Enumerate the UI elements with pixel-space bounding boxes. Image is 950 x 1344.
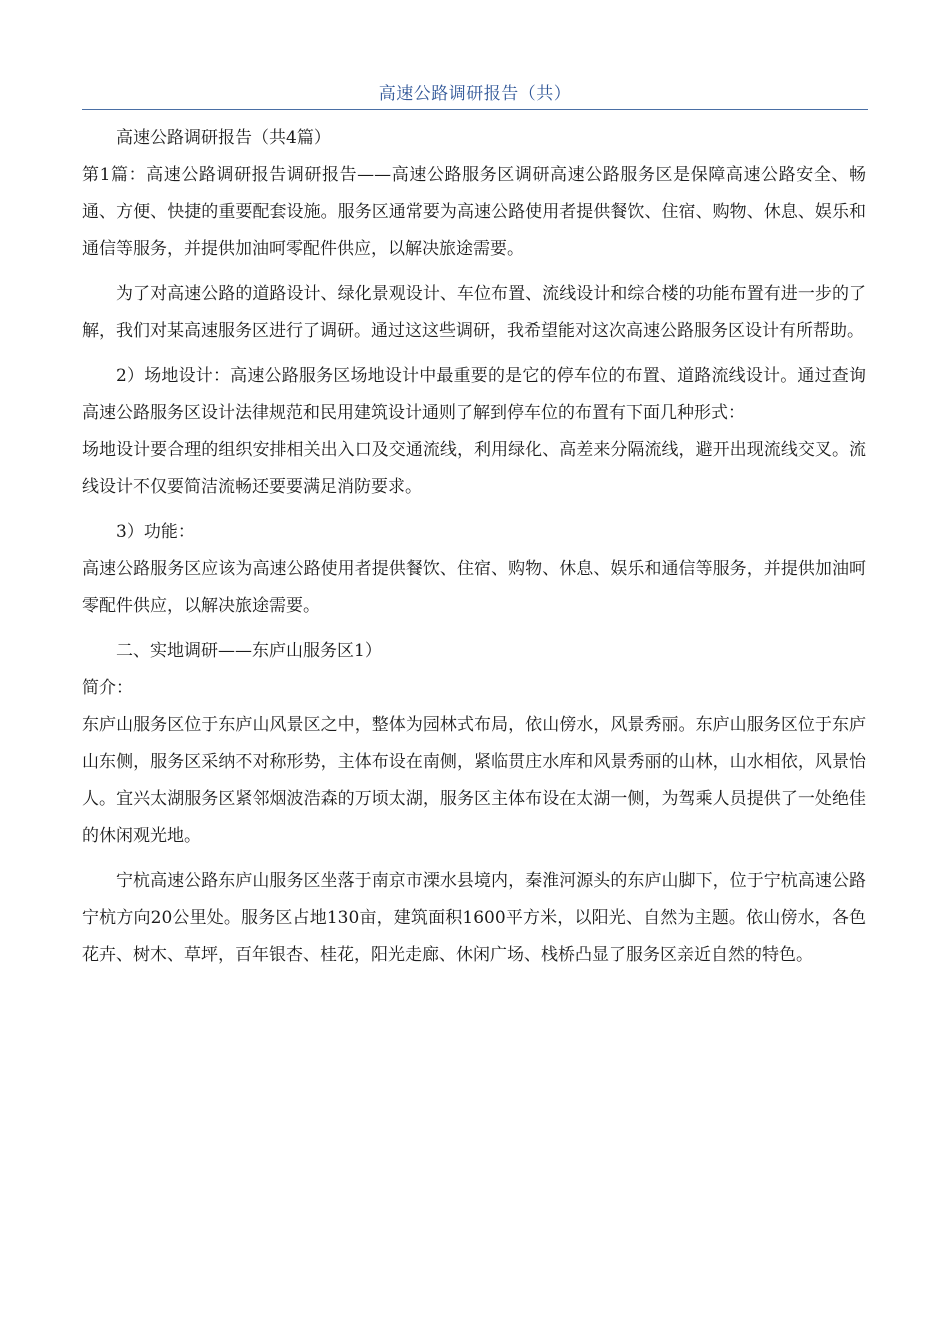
paragraph-intro: 第1篇：高速公路调研报告调研报告——高速公路服务区调研高速公路服务区是保障高速公路安全、畅通、方便、快捷的重要配套设施。服务区通常要为高速公路使用者提供餐饮、住宿、购物、休息、娱乐和通信等服务，并提供加油呵零配件供应，以解决旅途需要。 <box>82 165 866 259</box>
paragraph-function: 高速公路服务区应该为高速公路使用者提供餐饮、住宿、购物、休息、娱乐和通信等服务，并提供加油呵零配件供应，以解决旅途需要。 <box>82 559 866 616</box>
document-body <box>82 120 866 974</box>
page-title: 高速公路调研报告（共） <box>378 84 572 104</box>
heading-field-research: 二、实地调研——东庐山服务区1） <box>116 641 382 661</box>
paragraph-purpose: 为了对高速公路的道路设计、绿化景观设计、车位布置、流线设计和综合楼的功能布置有进一步的了解，我们对某高速服务区进行了调研。通过这这些调研，我希望能对这次高速公路服务区设计有所帮助。 <box>82 284 866 341</box>
report-subtitle: 高速公路调研报告（共4篇） <box>116 128 331 148</box>
heading-introduction: 简介： <box>82 678 133 698</box>
page-header <box>82 80 868 110</box>
paragraph-flow-design: 场地设计要合理的组织安排相关出入口及交通流线，利用绿化、高差来分隔流线，避开出现流线交叉。流线设计不仅要简洁流畅还要要满足消防要求。 <box>82 440 866 497</box>
paragraph-ninghang: 宁杭高速公路东庐山服务区坐落于南京市溧水县境内，秦淮河源头的东庐山脚下，位于宁杭高速公路宁杭方向20公里处。服务区占地130亩，建筑面积1600平方米，以阳光、自然为主题。依山傍水，各色花卉、树木、草坪，百年银杏、桂花，阳光走廊、休闲广场、栈桥凸显了服务区亲近自然的特色。 <box>82 871 866 965</box>
heading-function: 3）功能： <box>116 522 195 542</box>
paragraph-site-design: 2）场地设计：高速公路服务区场地设计中最重要的是它的停车位的布置、道路流线设计。通过查询高速公路服务区设计法律规范和民用建筑设计通则了解到停车位的布置有下面几种形式： <box>82 366 866 423</box>
paragraph-donglushan: 东庐山服务区位于东庐山风景区之中，整体为园林式布局，依山傍水，风景秀丽。东庐山服务区位于东庐山东侧，服务区采纳不对称形势，主体布设在南侧，紧临贯庄水库和风景秀丽的山林，山水相依，风景怡人。宜兴太湖服务区紧邻烟波浩森的万顷太湖，服务区主体布设在太湖一侧，为驾乘人员提供了一处绝佳的休闲观光地。 <box>82 715 866 846</box>
